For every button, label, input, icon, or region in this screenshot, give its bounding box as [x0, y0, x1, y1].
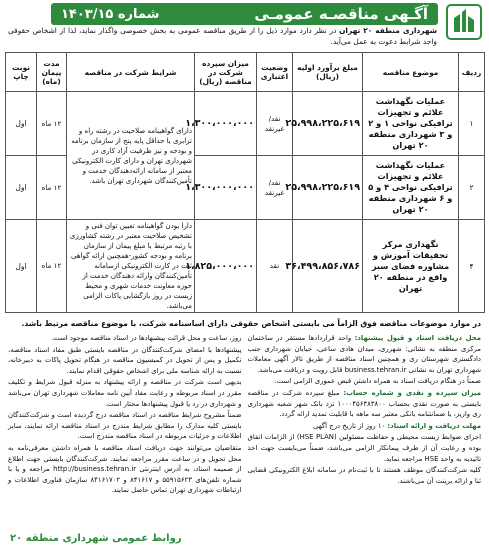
col-header-print: نوبت چاپ: [6, 53, 37, 92]
row-duration: ۱۲ ماه: [37, 156, 67, 220]
detail-paragraph: پیشنهادها با امضای شرکت‌کنندگان در مناقصه بایستی طبق مفاد اسناد مناقصه، تکمیل و پس از تحویل در کمیسیون مناقصه در هنگام تحویل پاکات به دبیرخانه، نسبت به ارائه شناسه ملی برای اشخاص حقوقی اقدام نمایند.: [8, 345, 242, 375]
detail-paragraph: [248, 432, 482, 464]
col-header-duration: مدت پیمان (ماه): [37, 53, 67, 92]
row-subject: نگهداری مرکز تحقیقات آموزش و مشاوره فضای سبز واقع در منطقه ۲۰ تهران: [363, 220, 459, 313]
row-index: ۴: [459, 220, 485, 313]
row-print: اول: [6, 156, 37, 220]
row-estimate: ۲۵،۹۹۸،۲۲۵،۶۱۹: [293, 92, 363, 156]
detail-paragraph: متقاضیان می‌توانند جهت دریافت اسناد مناقصه با همراه داشتن معرفی‌نامه به محل تحویل و در ساعت مقرر مراجعه نمایند. شرکت‌کنندگان بایستی جهت اطلاع از ضمیمه اسناد، به آدرس اینترنتی http://business.tehran.ir مراجعه و یا با شماره تلفن‌های ۵۵۹۱۵۶۲۳ و ۸۴۱۶۱۷ و ۸۴۱۶۱۷۰۲ سازمان فناوری اطلاعات و ارتباطات شهرداری تهران تماس حاصل نمایند.: [8, 443, 242, 495]
detail-paragraph: [248, 388, 482, 420]
row-deposit: ۱،۸۲۵،۰۰۰،۰۰۰: [195, 220, 257, 313]
row-index: ۱: [459, 92, 485, 156]
footer-signature: روابط عمومی شهرداری منطقه ۲۰: [10, 533, 182, 544]
title-banner: [51, 3, 438, 25]
col-header-deposit: میزان سپرده شرکت در مناقصه (ریال): [195, 53, 257, 92]
table-row: [6, 220, 485, 313]
detail-text: مبلغ سپرده شرکت در مناقصه بایستی به صورت نقدی بحساب ۱۰۰۰۴۵۶۴۸۳۸۰۰ نزد بانک شهر شعبه شهرداری ری واریز، یا ضمانتنامه بانکی معتبر سه ماهه با قابلیت تمدید ارائه گردد.: [247, 388, 481, 419]
row-credit: نقد/ غیرنقد: [257, 92, 293, 156]
col-header-credit: وضعیت اعتباری: [257, 53, 293, 92]
details-left-column: [8, 333, 242, 497]
row-subject: عملیات نگهداشت علائم و تجهیزات ترافیکی نواحی ۴ و ۵ و ۶ شهرداری منطقه ۲۰ تهران: [363, 156, 459, 220]
row-estimate: ۲۵،۹۹۸،۲۲۵،۶۱۹: [293, 156, 363, 220]
row-deposit: ۱،۳۰۰،۰۰۰،۰۰۰: [195, 156, 257, 220]
details-right-column: [248, 333, 482, 497]
detail-label: مهلت دریافت و ارائه اسناد:: [387, 421, 481, 430]
tender-table: [5, 52, 485, 313]
detail-paragraph: ضمناً مشروح شرایط مناقصه در اسناد مناقصه درج گردیده است و شرکت‌کنندگان بایستی کلیه مدارک را مطابق شرایط مندرج در اسناد مناقصه ارائه نمایند، سایر اطلاعات و جزئیات مربوطه در اسناد مناقصه مندرج است.: [8, 411, 242, 441]
detail-paragraph: [248, 376, 482, 387]
detail-text: واحد قراردادها مستقر در ساختمان مرکزی منطقه به نشانی: شهرری، میدان هادی ساعی، خیابان شهرداری جنب دادگستری شهرستان ری و همچنین اسناد مناقصه از طریق تالار آگهی معاملات شهرداری تهران به نشانی business.tehran.ir قابل رویت و دریافت می‌باشد.: [247, 334, 481, 374]
row-index: ۲: [459, 156, 485, 220]
col-header-conditions: شرایط شرکت در مناقصه: [67, 53, 195, 92]
detail-paragraph: [248, 421, 482, 432]
col-header-subject: موضوع مناقصه: [363, 53, 459, 92]
details-section: [8, 333, 481, 497]
row-credit: نقد: [257, 220, 293, 313]
table-header-row: [6, 53, 485, 92]
detail-paragraph: بدیهی است شرکت در مناقصه و ارائه پیشنهاد به منزله قبول شرایط و تکلیف مقرر در اسناد مربوطه و رعایت مفاد آیین نامه معاملات شهرداری تهران می‌باشد و شهرداری در رد یا قبول پیشنهادها مختار است.: [8, 378, 242, 408]
row-estimate: ۳۶،۴۹۹،۸۵۶،۷۸۶: [293, 220, 363, 313]
intro-text: [8, 25, 437, 47]
detail-text: ضمناً در هنگام دریافت اسناد به همراه داشتن قبض عموری الزامی است.: [274, 377, 481, 386]
detail-label: میزان سپرده و نقدی و شماره حساب:: [343, 388, 481, 397]
legal-entity-note: در موارد موضوعات مناقصه فوق الزاماً می بایستی اشخاص حقوقی دارای اساسنامه شرکت، با موضوع مناقصه مرتبط باشد.: [21, 319, 481, 328]
detail-paragraph: [248, 333, 482, 375]
intro-organization: شهرداری منطقه ۲۰ تهران: [339, 26, 437, 35]
col-header-estimate: مبلغ برآورد اولیه (ریال): [293, 53, 363, 92]
row-conditions: دارا بودن گواهینامه تعیین توان فنی و تشخیص صلاحیت معتبر در رشته کشاورزی با رتبه مرتبط با مبلغ پیمان از سازمان برنامه و بودجه کشور-همچنین ارائه گواهی ثبت در کارت الکترونیکی ازسامانه تأمین‌کنندگان وارائه دهندگان خدمت از حوزه معاونت خدمات شهری و محیط زیست در روز بازگشایی پاکات الزامی می‌باشد.: [67, 220, 195, 313]
detail-paragraph: [248, 465, 482, 486]
detail-paragraph: روز، ساعت و محل قرائت پیشنهادها در اسناد مناقصه موجود است.: [51, 334, 242, 342]
row-credit: نقد/ غیرنقد: [257, 156, 293, 220]
notice-number: شماره ۱۴۰۳/۱۵: [61, 6, 160, 22]
row-conditions-shared: دارای گواهینامه صلاحیت در رشته راه و ترابری یا حداقل پایه پنج از سازمان برنامه و بودجه و نیز ظرفیت آزاد کاری در شهرداری تهران و دارای کارت الکترونیکی معتبر از سامانه ارائه‌دهندگان خدمت و تأمین‌کنندگان شهرداری تهران باشد.: [67, 92, 195, 220]
detail-text: ۱۰ روز از تاریخ درج آگهی: [312, 421, 386, 430]
detail-text: اجرای ضوابط زیست محیطی و حفاظت مسئولین (HSE PLAN) از الزامات اتفاق بوده و رعایت آن از طرف پیمانکار الزامی می‌باشد، ضمناً می‌بایست جهت اخذ تائیدیه به واحد HSE مراجعه نماید.: [247, 433, 482, 463]
row-deposit: ۱،۳۰۰،۰۰۰،۰۰۰: [195, 92, 257, 156]
notice-title: آگـهی مناقصـه عمومـی: [254, 5, 428, 23]
row-print: اول: [6, 92, 37, 156]
row-duration: ۱۲ ماه: [37, 92, 67, 156]
table-row: [6, 92, 485, 156]
row-subject: عملیات نگهداشت علائم و تجهیزات ترافیکی نواحی ۱ و ۲ و ۳ شهرداری منطقه ۲۰ تهران: [363, 92, 459, 156]
row-print: اول: [6, 220, 37, 313]
detail-label: محل دریافت اسناد و قبول پیشنهاد:: [354, 334, 481, 342]
intro-body: در نظر دارد موارد ذیل را از طریق مناقصه عمومی به بخش خصوصی واگذار نماید، لذا از اشخاص حقوقی واجد شرایط دعوت به عمل می‌آید.: [8, 26, 437, 46]
tehran-municipality-logo-icon: [444, 3, 484, 41]
row-duration: ۱۲ ماه: [37, 220, 67, 313]
col-header-index: ردیف: [459, 53, 485, 92]
detail-text: کلیه شرکت‌کنندگان موظف هستند تا با ثبت‌نام در سامانه ابلاغ الکترونیکی قضایی ثنا و ارائه برینت آن می‌باشند.: [247, 466, 481, 485]
